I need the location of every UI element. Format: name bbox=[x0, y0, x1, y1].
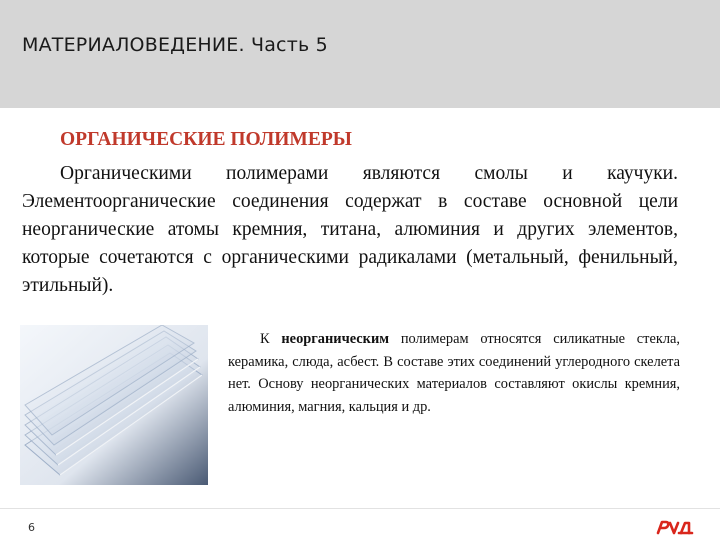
header-bar bbox=[0, 0, 720, 108]
inorganic-rest: полимерам относятся силикатные стекла, керамика, слюда, асбест. В составе этих соединений углеродного скелета нет. Основу неорганических материалов составляют окислы кремния, алюминия, магния, кальция и др. bbox=[228, 331, 681, 415]
inorganic-bold-term: неорганическим bbox=[281, 331, 390, 347]
page-title: МАТЕРИАЛОВЕДЕНИЕ. Часть 5 bbox=[22, 34, 328, 56]
glass-sheets-image bbox=[20, 325, 208, 485]
intro-paragraph: Органическими полимерами являются смолы и каучуки. Элементоорганические соединения содержат в составе основной цели неорганические атомы кремния, титана, алюминия и других элементов, которые сочетаются с органическими радикалами (метальный, фенильный, этильный). bbox=[22, 163, 678, 296]
section-heading: ОРГАНИЧЕСКИЕ ПОЛИМЕРЫ bbox=[60, 129, 352, 150]
inorganic-lead: К bbox=[260, 331, 282, 347]
rzd-logo-icon bbox=[655, 519, 695, 535]
inorganic-paragraph bbox=[228, 328, 680, 418]
footer-divider bbox=[0, 508, 720, 509]
page-number: 6 bbox=[28, 521, 35, 534]
